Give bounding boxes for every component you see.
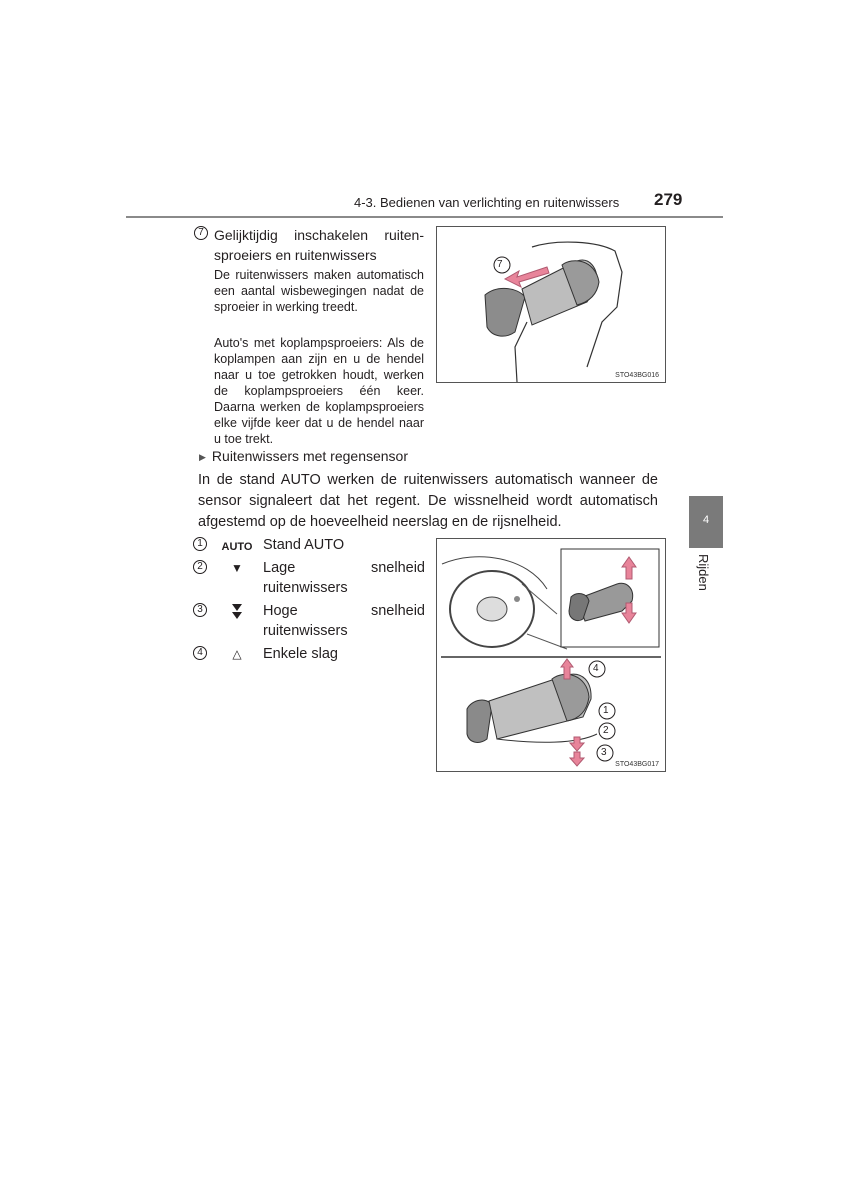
item-7-heading — [194, 225, 424, 265]
item-7-headlamp-note: Auto's met koplampsproeiers: Als de koplampen aan zijn en u de hendel naar u toe getrokken houdt, werken de koplampsproeiers één keer. Daarna werken de koplampsproeiers elke vijfde keer dat u de hendel naar u toe trekt. — [214, 336, 424, 446]
mode-label: Hoge snelheid ruitenwissers — [263, 603, 425, 639]
mode-number: 4 — [193, 646, 207, 660]
chapter-tab: 4 — [689, 496, 723, 548]
mode-number: 2 — [193, 560, 207, 574]
figure-1-callout: 7 — [497, 259, 503, 270]
figure-washer-lever — [436, 226, 666, 383]
mode-row-low — [193, 558, 425, 598]
double-arrow-icon — [230, 603, 244, 621]
mode-number: 3 — [193, 603, 207, 617]
mode-row-auto — [193, 535, 425, 555]
auto-symbol-icon: AUTO — [221, 541, 253, 553]
mode-number: 1 — [193, 537, 207, 551]
figure-2-callout-4: 4 — [593, 663, 599, 674]
section-title: 4-3. Bedienen van verlichting en ruitenwissers — [354, 195, 620, 210]
item-7-description: De ruitenwissers maken automatisch een aantal wisbewegingen nadat de sproeier in werking treedt. — [214, 268, 424, 314]
page-number: 279 — [654, 190, 683, 209]
mode-label: Lage snelheid ruitenwissers — [263, 560, 425, 596]
figure-1-code: STO43BG016 — [615, 372, 659, 379]
low-speed-arrow-icon: ▼ — [231, 561, 243, 575]
chapter-label — [690, 554, 720, 614]
figure-2-code: STO43BG017 — [615, 761, 659, 768]
rain-sensor-description: In de stand AUTO werken de ruitenwissers automatisch wanneer de sensor signaleert dat het regent. De wissnelheid wordt automatisch afgestemd op de hoeveelheid neerslag en de rijsnelheid. — [198, 472, 658, 530]
figure-2-callout-2: 2 — [603, 725, 609, 736]
single-sweep-arrow-icon: △ — [232, 647, 242, 661]
mode-label: Stand AUTO — [263, 537, 345, 553]
rain-sensor-lever-illustration — [437, 539, 665, 771]
mode-label: Enkele slag — [263, 646, 338, 662]
header-rule — [126, 216, 723, 218]
chapter-label-text: Rijden — [696, 554, 711, 591]
item-7-title: Gelijktijdig inschakelen ruiten-sproeiers en ruitenwissers — [214, 227, 424, 263]
bullet-triangle-icon: ▶ — [199, 452, 206, 462]
subsection-label: Ruitenwissers met regensensor — [211, 448, 409, 464]
figure-2-callout-3: 3 — [601, 747, 607, 758]
figure-2-callout-1: 1 — [603, 705, 609, 716]
mode-row-single — [193, 644, 425, 664]
washer-lever-illustration — [437, 227, 665, 382]
figure-rain-sensor-lever — [436, 538, 666, 772]
subsection-bullet — [199, 448, 408, 464]
high-speed-arrow-icon — [217, 601, 257, 625]
item-7-number: 7 — [194, 226, 208, 240]
mode-row-high — [193, 601, 425, 641]
